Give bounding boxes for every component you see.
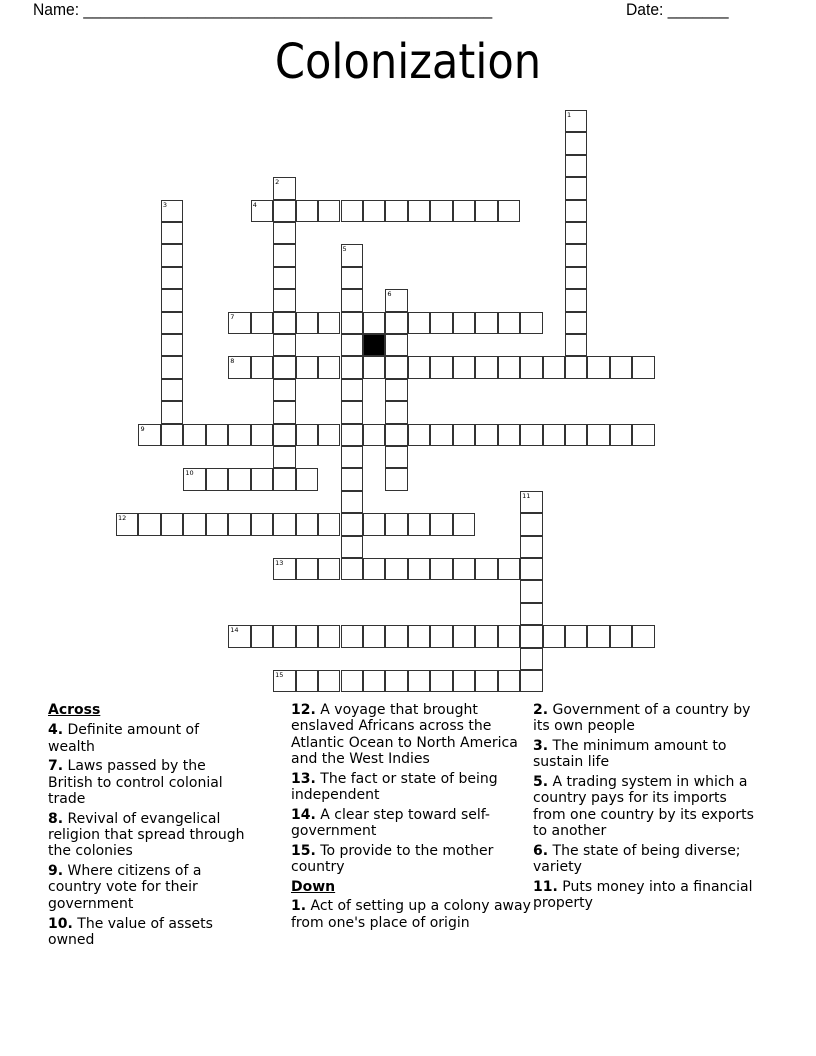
clue-number: 5 bbox=[342, 245, 347, 254]
grid-cell[interactable] bbox=[341, 536, 363, 558]
clue-item bbox=[48, 811, 248, 860]
grid-cell[interactable] bbox=[632, 424, 654, 446]
grid-cell[interactable] bbox=[273, 200, 295, 222]
grid-cell[interactable] bbox=[453, 670, 475, 692]
clue-text: The fact or state of being independent bbox=[291, 770, 498, 803]
clue-number: 13. bbox=[291, 770, 316, 787]
clue-text: Definite amount of wealth bbox=[48, 722, 200, 755]
grid-cell[interactable] bbox=[475, 356, 497, 378]
grid-cell[interactable] bbox=[543, 424, 565, 446]
grid-cell[interactable] bbox=[228, 312, 250, 334]
grid-cell[interactable] bbox=[161, 334, 183, 356]
grid-cell[interactable] bbox=[273, 401, 295, 423]
grid-cell[interactable] bbox=[183, 468, 205, 490]
clue-text: Act of setting up a colony away from one's place of origin bbox=[291, 898, 531, 931]
grid-cell[interactable] bbox=[273, 446, 295, 468]
grid-cell[interactable] bbox=[498, 424, 520, 446]
grid-cell[interactable] bbox=[273, 513, 295, 535]
grid-cell[interactable] bbox=[273, 334, 295, 356]
grid-cell[interactable] bbox=[565, 155, 587, 177]
grid-cell[interactable] bbox=[273, 222, 295, 244]
grid-cell[interactable] bbox=[341, 491, 363, 513]
grid-cell[interactable] bbox=[296, 468, 318, 490]
grid-cell[interactable] bbox=[430, 424, 452, 446]
clue-number: 11 bbox=[522, 491, 531, 500]
grid-cell[interactable] bbox=[430, 513, 452, 535]
grid-cell[interactable] bbox=[565, 625, 587, 647]
clue-item bbox=[291, 702, 531, 767]
grid-cell[interactable] bbox=[430, 670, 452, 692]
grid-cell[interactable] bbox=[161, 379, 183, 401]
grid-cell[interactable] bbox=[228, 625, 250, 647]
grid-cell[interactable] bbox=[116, 513, 138, 535]
grid-cell[interactable] bbox=[520, 491, 542, 513]
grid-cell[interactable] bbox=[520, 558, 542, 580]
grid-cell[interactable] bbox=[251, 424, 273, 446]
grid-cell[interactable] bbox=[385, 670, 407, 692]
grid-cell[interactable] bbox=[161, 424, 183, 446]
grid-cell[interactable] bbox=[475, 670, 497, 692]
clue-item bbox=[533, 879, 763, 912]
grid-cell[interactable] bbox=[475, 424, 497, 446]
grid-cell[interactable] bbox=[520, 513, 542, 535]
grid-cell[interactable] bbox=[385, 401, 407, 423]
grid-cell[interactable] bbox=[587, 424, 609, 446]
grid-cell[interactable] bbox=[341, 244, 363, 266]
clue-text: Where citizens of a country vote for their government bbox=[48, 863, 202, 912]
grid-cell[interactable] bbox=[251, 468, 273, 490]
grid-cell[interactable] bbox=[498, 670, 520, 692]
grid-cell[interactable] bbox=[341, 446, 363, 468]
grid-cell[interactable] bbox=[475, 625, 497, 647]
grid-cell[interactable] bbox=[453, 200, 475, 222]
grid-cell[interactable] bbox=[453, 558, 475, 580]
clue-number: 14. bbox=[291, 806, 316, 823]
grid-cell[interactable] bbox=[520, 312, 542, 334]
clues-column-3 bbox=[533, 702, 763, 915]
grid-cell[interactable] bbox=[632, 356, 654, 378]
grid-cell[interactable] bbox=[161, 267, 183, 289]
grid-cell[interactable] bbox=[385, 468, 407, 490]
grid-cell[interactable] bbox=[385, 356, 407, 378]
grid-cell[interactable] bbox=[273, 267, 295, 289]
grid-cell[interactable] bbox=[318, 200, 340, 222]
grid-cell[interactable] bbox=[408, 513, 430, 535]
grid-cell[interactable] bbox=[363, 312, 385, 334]
grid-cell[interactable] bbox=[161, 200, 183, 222]
grid-cell[interactable] bbox=[520, 648, 542, 670]
clues-column-1 bbox=[48, 702, 248, 952]
grid-cell[interactable] bbox=[363, 200, 385, 222]
grid-cell[interactable] bbox=[408, 424, 430, 446]
grid-cell[interactable] bbox=[385, 558, 407, 580]
grid-cell[interactable] bbox=[341, 468, 363, 490]
grid-cell[interactable] bbox=[453, 356, 475, 378]
grid-cell[interactable] bbox=[296, 312, 318, 334]
grid-cell[interactable] bbox=[565, 424, 587, 446]
grid-cell[interactable] bbox=[296, 513, 318, 535]
grid-cell[interactable] bbox=[632, 625, 654, 647]
clue-number: 9 bbox=[140, 424, 145, 433]
grid-cell[interactable] bbox=[228, 513, 250, 535]
grid-cell[interactable] bbox=[341, 379, 363, 401]
grid-cell[interactable] bbox=[408, 356, 430, 378]
clue-item bbox=[291, 898, 531, 931]
grid-cell[interactable] bbox=[161, 244, 183, 266]
grid-cell[interactable] bbox=[498, 558, 520, 580]
grid-cell[interactable] bbox=[341, 401, 363, 423]
grid-cell[interactable] bbox=[565, 267, 587, 289]
grid-cell[interactable] bbox=[273, 424, 295, 446]
grid-cell[interactable] bbox=[251, 513, 273, 535]
grid-cell[interactable] bbox=[341, 513, 363, 535]
grid-cell[interactable] bbox=[565, 200, 587, 222]
grid-cell[interactable] bbox=[251, 625, 273, 647]
clue-number: 8. bbox=[48, 810, 64, 827]
clue-number: 15 bbox=[275, 671, 284, 679]
grid-cell[interactable] bbox=[408, 558, 430, 580]
grid-cell[interactable] bbox=[565, 132, 587, 154]
grid-cell[interactable] bbox=[565, 110, 587, 132]
clue-number: 13 bbox=[275, 559, 284, 567]
page-title: Colonization bbox=[274, 34, 542, 90]
clue-number: 11. bbox=[533, 878, 558, 895]
clue-number: 6. bbox=[533, 842, 549, 859]
grid-cell[interactable] bbox=[587, 625, 609, 647]
clue-number: 10. bbox=[48, 915, 73, 932]
clue-text: The state of being diverse; variety bbox=[533, 842, 741, 876]
grid-cell[interactable] bbox=[520, 603, 542, 625]
grid-cell[interactable] bbox=[296, 625, 318, 647]
grid-cell[interactable] bbox=[318, 625, 340, 647]
clue-text: Revival of evangelical religion that spread through the colonies bbox=[48, 810, 245, 860]
grid-cell[interactable] bbox=[273, 356, 295, 378]
grid-cell[interactable] bbox=[273, 468, 295, 490]
grid-cell[interactable] bbox=[453, 312, 475, 334]
grid-cell[interactable] bbox=[341, 289, 363, 311]
grid-cell[interactable] bbox=[341, 312, 363, 334]
clue-text: Government of a country by its own people bbox=[533, 702, 751, 735]
grid-cell[interactable] bbox=[318, 558, 340, 580]
black-cell bbox=[363, 334, 385, 356]
clue-number: 2 bbox=[275, 178, 280, 187]
grid-cell[interactable] bbox=[273, 670, 295, 692]
grid-cell[interactable] bbox=[341, 200, 363, 222]
grid-cell[interactable] bbox=[587, 356, 609, 378]
clue-item bbox=[533, 738, 763, 771]
clue-number: 2. bbox=[533, 702, 549, 718]
grid-cell[interactable] bbox=[610, 356, 632, 378]
clue-number: 9. bbox=[48, 863, 64, 880]
grid-cell[interactable] bbox=[296, 558, 318, 580]
grid-cell[interactable] bbox=[610, 625, 632, 647]
down-heading: Down bbox=[291, 878, 336, 895]
clue-number: 7 bbox=[230, 312, 235, 321]
grid-cell[interactable] bbox=[498, 200, 520, 222]
clue-number: 15. bbox=[291, 842, 316, 859]
grid-cell[interactable] bbox=[161, 401, 183, 423]
grid-cell[interactable] bbox=[363, 670, 385, 692]
grid-cell[interactable] bbox=[475, 558, 497, 580]
grid-cell[interactable] bbox=[138, 424, 160, 446]
clue-text: A clear step toward self-government bbox=[291, 806, 490, 840]
grid-cell[interactable] bbox=[318, 312, 340, 334]
clue-text: To provide to the mother country bbox=[291, 842, 494, 876]
clue-item bbox=[533, 702, 763, 735]
grid-cell[interactable] bbox=[273, 312, 295, 334]
grid-cell[interactable] bbox=[206, 468, 228, 490]
grid-cell[interactable] bbox=[498, 312, 520, 334]
grid-cell[interactable] bbox=[273, 625, 295, 647]
grid-cell[interactable] bbox=[565, 222, 587, 244]
clue-item bbox=[48, 722, 248, 755]
grid-cell[interactable] bbox=[296, 670, 318, 692]
grid-cell[interactable] bbox=[565, 177, 587, 199]
clue-number: 3. bbox=[533, 738, 549, 755]
clue-number: 14 bbox=[230, 626, 239, 635]
grid-cell[interactable] bbox=[565, 312, 587, 334]
grid-cell[interactable] bbox=[228, 424, 250, 446]
grid-cell[interactable] bbox=[206, 424, 228, 446]
grid-cell[interactable] bbox=[161, 312, 183, 334]
grid-cell[interactable] bbox=[565, 244, 587, 266]
clue-item bbox=[48, 863, 248, 912]
grid-cell[interactable] bbox=[543, 625, 565, 647]
grid-cell[interactable] bbox=[206, 513, 228, 535]
grid-cell[interactable] bbox=[161, 513, 183, 535]
grid-cell[interactable] bbox=[385, 446, 407, 468]
grid-cell[interactable] bbox=[610, 424, 632, 446]
grid-cell[interactable] bbox=[385, 625, 407, 647]
grid-cell[interactable] bbox=[341, 670, 363, 692]
grid-cell[interactable] bbox=[430, 558, 452, 580]
clue-item bbox=[291, 807, 531, 840]
clue-number: 1 bbox=[567, 111, 572, 119]
grid-cell[interactable] bbox=[296, 356, 318, 378]
grid-cell[interactable] bbox=[385, 334, 407, 356]
grid-cell[interactable] bbox=[363, 356, 385, 378]
clue-item bbox=[48, 916, 248, 949]
grid-cell[interactable] bbox=[341, 625, 363, 647]
clue-number: 12 bbox=[118, 514, 127, 523]
clues-column-2 bbox=[291, 702, 531, 934]
grid-cell[interactable] bbox=[408, 200, 430, 222]
grid-cell[interactable] bbox=[520, 424, 542, 446]
grid-cell[interactable] bbox=[341, 267, 363, 289]
grid-cell[interactable] bbox=[341, 334, 363, 356]
grid-cell[interactable] bbox=[565, 289, 587, 311]
grid-cell[interactable] bbox=[475, 200, 497, 222]
date-field: Date: _______ bbox=[626, 0, 729, 19]
clue-text: The minimum amount to sustain life bbox=[533, 738, 727, 771]
clue-number: 8 bbox=[230, 357, 235, 366]
grid-cell[interactable] bbox=[228, 468, 250, 490]
grid-cell[interactable] bbox=[183, 424, 205, 446]
grid-cell[interactable] bbox=[251, 356, 273, 378]
grid-cell[interactable] bbox=[385, 379, 407, 401]
grid-cell[interactable] bbox=[273, 558, 295, 580]
clue-number: 12. bbox=[291, 702, 316, 718]
grid-cell[interactable] bbox=[318, 356, 340, 378]
grid-cell[interactable] bbox=[161, 289, 183, 311]
grid-cell[interactable] bbox=[520, 625, 542, 647]
grid-cell[interactable] bbox=[385, 312, 407, 334]
grid-cell[interactable] bbox=[408, 670, 430, 692]
grid-cell[interactable] bbox=[430, 312, 452, 334]
grid-cell[interactable] bbox=[273, 379, 295, 401]
grid-cell[interactable] bbox=[138, 513, 160, 535]
grid-cell[interactable] bbox=[228, 356, 250, 378]
clue-text: Laws passed by the British to control colonial trade bbox=[48, 758, 223, 807]
clue-number: 10 bbox=[185, 469, 194, 478]
grid-cell[interactable] bbox=[520, 670, 542, 692]
grid-cell[interactable] bbox=[318, 424, 340, 446]
grid-cell[interactable] bbox=[341, 558, 363, 580]
grid-cell[interactable] bbox=[363, 625, 385, 647]
grid-cell[interactable] bbox=[161, 356, 183, 378]
grid-cell[interactable] bbox=[520, 536, 542, 558]
grid-cell[interactable] bbox=[520, 356, 542, 378]
grid-cell[interactable] bbox=[498, 356, 520, 378]
grid-cell[interactable] bbox=[273, 244, 295, 266]
grid-cell[interactable] bbox=[251, 200, 273, 222]
clue-text: A trading system in which a country pays for its imports from one country by its exports to another bbox=[533, 774, 754, 840]
clue-text: A voyage that brought enslaved Africans across the Atlantic Ocean to North America and the West Indies bbox=[291, 702, 518, 767]
clue-number: 1. bbox=[291, 898, 307, 915]
grid-cell[interactable] bbox=[161, 222, 183, 244]
grid-cell[interactable] bbox=[453, 424, 475, 446]
grid-cell[interactable] bbox=[363, 424, 385, 446]
grid-cell[interactable] bbox=[475, 312, 497, 334]
clue-item bbox=[48, 758, 248, 807]
clue-text: Puts money into a financial property bbox=[533, 878, 753, 912]
grid-cell[interactable] bbox=[385, 513, 407, 535]
grid-cell[interactable] bbox=[565, 356, 587, 378]
grid-cell[interactable] bbox=[318, 670, 340, 692]
grid-cell[interactable] bbox=[498, 625, 520, 647]
grid-cell[interactable] bbox=[318, 513, 340, 535]
clue-number: 6 bbox=[387, 290, 392, 299]
grid-cell[interactable] bbox=[296, 200, 318, 222]
grid-cell[interactable] bbox=[183, 513, 205, 535]
clue-number: 3 bbox=[162, 200, 168, 209]
across-heading: Across bbox=[48, 702, 101, 718]
grid-cell[interactable] bbox=[430, 356, 452, 378]
grid-cell[interactable] bbox=[430, 200, 452, 222]
clue-item bbox=[291, 771, 531, 804]
clue-number: 7. bbox=[48, 758, 64, 775]
grid-cell[interactable] bbox=[408, 312, 430, 334]
clue-item bbox=[291, 843, 531, 876]
grid-cell[interactable] bbox=[430, 625, 452, 647]
grid-cell[interactable] bbox=[408, 625, 430, 647]
clue-item bbox=[533, 843, 763, 876]
grid-cell[interactable] bbox=[453, 625, 475, 647]
grid-cell[interactable] bbox=[385, 289, 407, 311]
grid-cell[interactable] bbox=[520, 580, 542, 602]
grid-cell[interactable] bbox=[273, 289, 295, 311]
grid-cell[interactable] bbox=[296, 424, 318, 446]
grid-cell[interactable] bbox=[273, 177, 295, 199]
grid-cell[interactable] bbox=[453, 513, 475, 535]
name-field: Name: _______________________________________________ bbox=[33, 0, 493, 19]
grid-cell[interactable] bbox=[341, 356, 363, 378]
clue-number: 5. bbox=[533, 774, 549, 791]
clue-number: 4 bbox=[252, 200, 257, 209]
clue-item bbox=[533, 774, 763, 839]
grid-cell[interactable] bbox=[543, 356, 565, 378]
grid-cell[interactable] bbox=[363, 513, 385, 535]
grid-cell[interactable] bbox=[385, 200, 407, 222]
grid-cell[interactable] bbox=[341, 424, 363, 446]
grid-cell[interactable] bbox=[565, 334, 587, 356]
clue-number: 4. bbox=[48, 722, 64, 739]
clue-text: The value of assets owned bbox=[48, 915, 213, 948]
grid-cell[interactable] bbox=[363, 558, 385, 580]
grid-cell[interactable] bbox=[385, 424, 407, 446]
grid-cell[interactable] bbox=[251, 312, 273, 334]
